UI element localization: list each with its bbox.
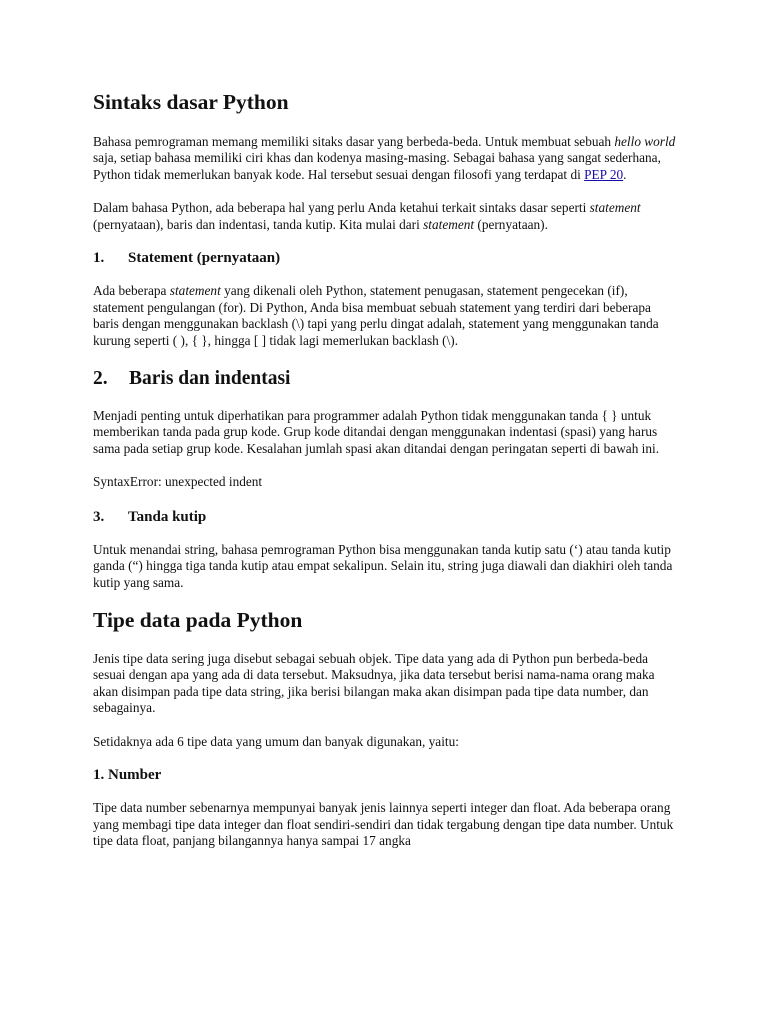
- heading-statement: [93, 249, 676, 267]
- heading-kutip-title: Tanda kutip: [128, 508, 207, 525]
- statement-text-a: Ada beberapa: [93, 283, 170, 299]
- heading-number: 1. Number: [93, 767, 162, 784]
- intro-text-c: .: [623, 166, 627, 182]
- intro-text-b: saja, setiap bahasa memiliki ciri khas dan kodenya masing-masing. Sebagai bahasa yang sangat sederhana, Python tidak memerlukan banyak kode. Hal tersebut sesuai dengan filosofi yang terdapat di: [93, 150, 661, 182]
- paragraph-statement: [93, 283, 676, 349]
- heading-kutip-number: 3.: [93, 508, 105, 525]
- paragraph-tipe-data-count: Setidaknya ada 6 tipe data yang umum dan banyak digunakan, yaitu:: [93, 733, 459, 749]
- overview-statement-2: statement: [423, 216, 475, 232]
- intro-hello-world: hello world: [614, 133, 676, 149]
- heading-statement-title: Statement (pernyataan): [128, 250, 281, 267]
- statement-text-b: yang dikenali oleh Python, statement penugasan, statement pengecekan (if), statement pengulangan (for). Di Python, Anda bisa membuat sebuah statement yang terdiri dari beberapa baris dengan menggunakan backlash (\) tapi yang perlu dingat adalah, statement yang menggunakan tanda kurung seperti ( ), { }, hingga [ ] tidak lagi memerlukan backlash (\).: [93, 283, 659, 348]
- overview-text-b: (pernyataan), baris dan indentasi, tanda kutip. Kita mulai dari: [93, 216, 424, 232]
- paragraph-number: Tipe data number sebenarnya mempunyai banyak jenis lainnya seperti integer dan float. Ada beberapa orang yang membagi tipe data integer dan float sendiri-sendiri dan tidak tergabung dengan tipe data number. Untuk tipe data float, panjang bilangannya hanya sampai 17 angka: [93, 800, 674, 849]
- heading-tipe-data: Tipe data pada Python: [93, 608, 303, 633]
- intro-text-a: Bahasa pemrograman memang memiliki sitaks dasar yang berbeda-beda. Untuk membuat sebuah: [93, 133, 615, 149]
- heading-statement-number: 1.: [93, 250, 105, 267]
- heading-baris-number: 2.: [93, 368, 108, 390]
- overview-text-a: Dalam bahasa Python, ada beberapa hal yang perlu Anda ketahui terkait sintaks dasar seperti: [93, 200, 590, 216]
- paragraph-kutip: Untuk menandai string, bahasa pemrograman Python bisa menggunakan tanda kutip satu (‘) atau tanda kutip ganda (“) hingga tiga tanda kutip atau empat sekalipun. Selain itu, string juga diawali dan diakhiri oleh tanda kutip yang sama.: [93, 541, 673, 590]
- paragraph-baris: Menjadi penting untuk diperhatikan para programmer adalah Python tidak menggunakan tanda { } untuk memberikan tanda pada grup kode. Grup kode ditandai dengan menggunakan indentasi (spasi) yang harus sama pada setiap grup kode. Kesalahan jumlah spasi akan ditandai dengan peringatan seperti di bawah ini.: [93, 407, 660, 456]
- statement-em: statement: [169, 283, 221, 299]
- heading-tanda-kutip: [93, 508, 676, 526]
- paragraph-intro: [93, 134, 676, 184]
- overview-text-c: (pernyataan).: [474, 216, 548, 232]
- overview-statement-1: statement: [589, 200, 641, 216]
- heading-baris-indentasi: [93, 367, 676, 390]
- heading-sintaks-dasar: Sintaks dasar Python: [93, 90, 289, 114]
- heading-baris-title: Baris dan indentasi: [129, 368, 291, 390]
- pep20-link[interactable]: PEP 20: [584, 166, 624, 182]
- syntax-error-text: SyntaxError: unexpected indent: [93, 474, 263, 490]
- paragraph-syntax-overview: [93, 200, 676, 233]
- paragraph-tipe-data: Jenis tipe data sering juga disebut sebagai sebuah objek. Tipe data yang ada di Python pun berbeda-beda sesuai dengan apa yang ada di data tersebut. Maksudnya, jika data tersebut berisi nama-nama orang maka akan disimpan pada tipe data string, jika berisi bilangan maka akan disimpan pada tipe data number, dan sebagainya.: [93, 650, 655, 716]
